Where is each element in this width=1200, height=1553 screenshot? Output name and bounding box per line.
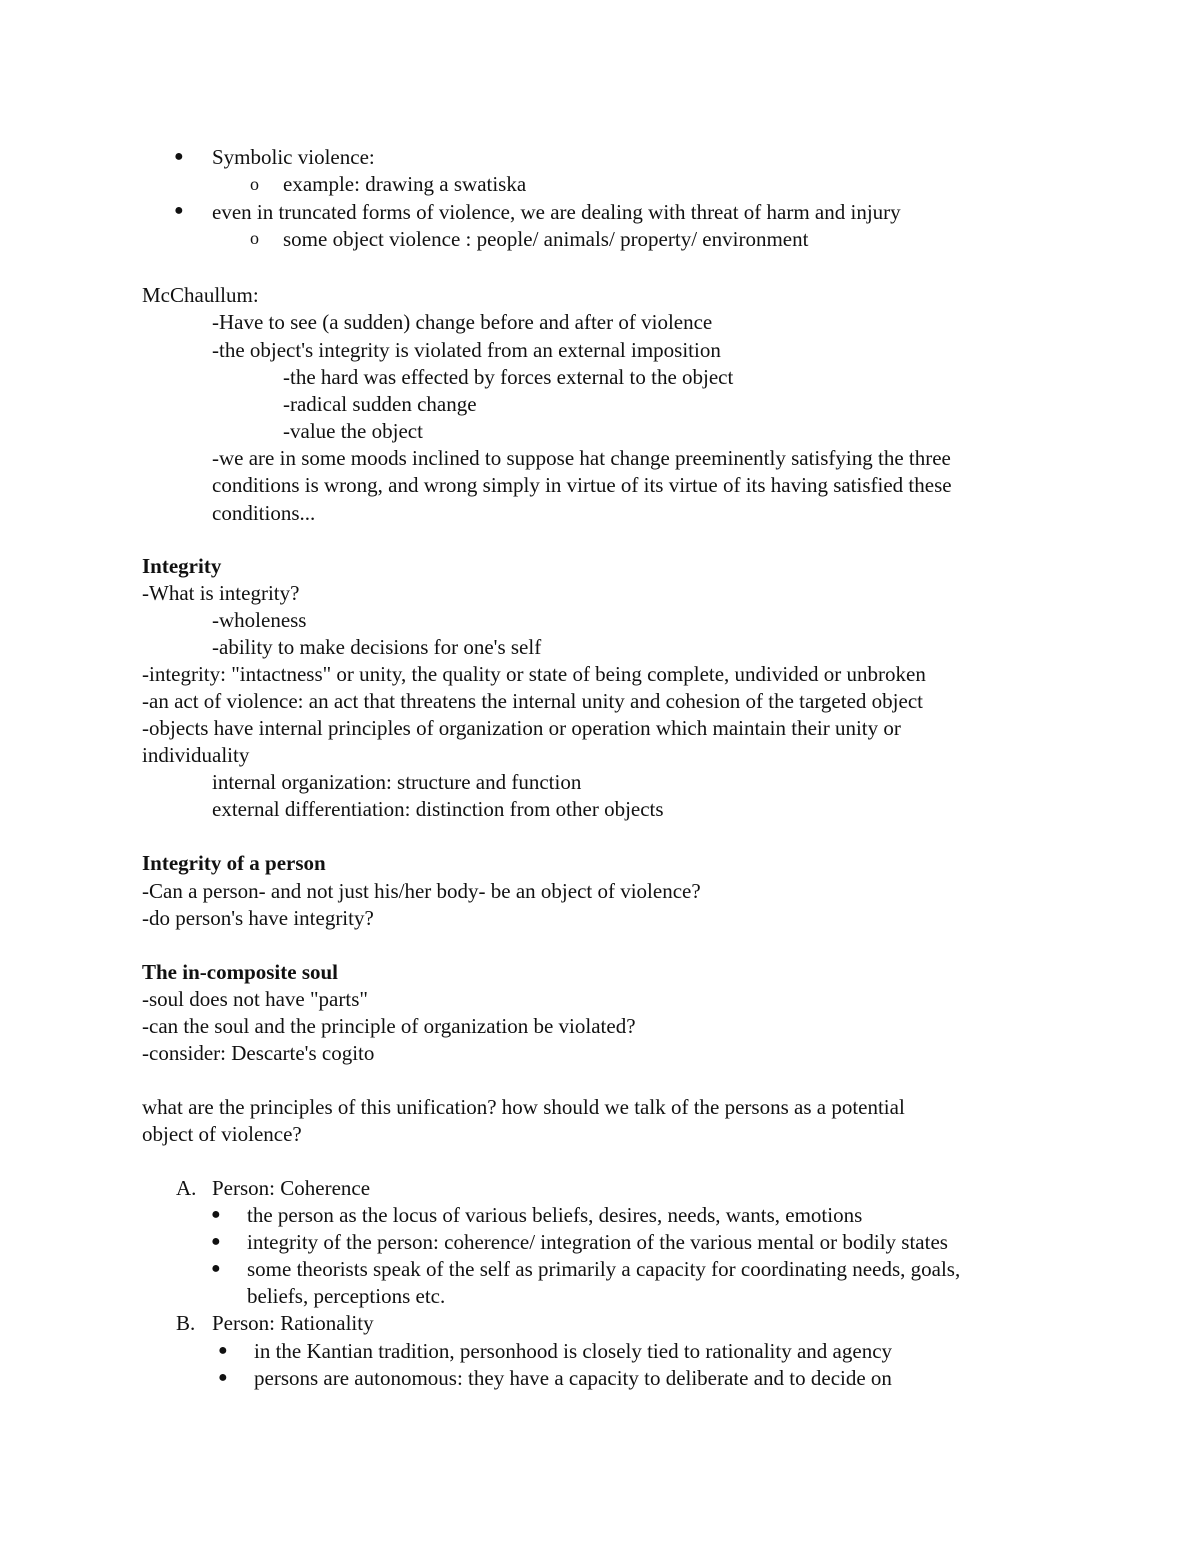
note-line: -the object's integrity is violated from an external imposition xyxy=(212,338,721,362)
paragraph-line: object of violence? xyxy=(142,1122,302,1146)
heading-integrity: Integrity xyxy=(142,554,222,578)
note-line: conditions... xyxy=(212,501,316,525)
note-line: -can the soul and the principle of organization be violated? xyxy=(142,1014,636,1038)
outline-item: persons are autonomous: they have a capacity to deliberate and to decide on xyxy=(254,1366,892,1390)
note-line: external differentiation: distinction from other objects xyxy=(212,797,664,821)
bullet-text: even in truncated forms of violence, we are dealing with threat of harm and injury xyxy=(212,200,901,224)
note-line: -value the object xyxy=(283,419,423,443)
note-line: -soul does not have "parts" xyxy=(142,987,368,1011)
note-line: individuality xyxy=(142,743,250,767)
note-line: -an act of violence: an act that threatens the internal unity and cohesion of the targeted object xyxy=(142,689,923,713)
sub-bullet-text: some object violence : people/ animals/ property/ environment xyxy=(283,227,809,251)
bullet-dot: ● xyxy=(218,1369,228,1386)
bullet-dot: ● xyxy=(211,1260,221,1277)
outline-title-a: Person: Coherence xyxy=(212,1176,371,1200)
note-line: -do person's have integrity? xyxy=(142,906,374,930)
paragraph-line: what are the principles of this unification? how should we talk of the persons as a potential xyxy=(142,1095,905,1119)
list-marker-b: B. xyxy=(176,1311,196,1335)
note-line: -the hard was effected by forces external to the object xyxy=(283,365,734,389)
sub-bullet-circle: o xyxy=(250,174,259,194)
bullet-dot: ● xyxy=(211,1206,221,1223)
note-line: -ability to make decisions for one's self xyxy=(212,635,542,659)
heading-soul: The in-composite soul xyxy=(142,960,339,984)
outline-item: integrity of the person: coherence/ integration of the various mental or bodily states xyxy=(247,1230,948,1254)
note-line: -objects have internal principles of organization or operation which maintain their unity or xyxy=(142,716,901,740)
sub-bullet-text: example: drawing a swatiska xyxy=(283,172,527,196)
note-line: -consider: Descarte's cogito xyxy=(142,1041,375,1065)
outline-title-b: Person: Rationality xyxy=(212,1311,374,1335)
bullet-dot: ● xyxy=(211,1233,221,1250)
note-line: -wholeness xyxy=(212,608,307,632)
outline-item: beliefs, perceptions etc. xyxy=(247,1284,446,1308)
bullet-dot: ● xyxy=(218,1342,228,1359)
heading-integrity-person: Integrity of a person xyxy=(142,851,326,875)
note-line: -integrity: "intactness" or unity, the quality or state of being complete, undivided or unbroken xyxy=(142,662,926,686)
bullet-dot: ● xyxy=(174,148,184,165)
note-line: -What is integrity? xyxy=(142,581,300,605)
note-line: -Can a person- and not just his/her body- be an object of violence? xyxy=(142,879,701,903)
sub-bullet-circle: o xyxy=(250,228,259,248)
note-line: internal organization: structure and function xyxy=(212,770,582,794)
list-marker-a: A. xyxy=(176,1176,197,1200)
note-line: conditions is wrong, and wrong simply in virtue of its virtue of its having satisfied these xyxy=(212,473,952,497)
outline-item: some theorists speak of the self as primarily a capacity for coordinating needs, goals, xyxy=(247,1257,961,1281)
outline-item: in the Kantian tradition, personhood is closely tied to rationality and agency xyxy=(254,1339,893,1363)
bullet-dot: ● xyxy=(174,202,184,219)
note-line: -Have to see (a sudden) change before and after of violence xyxy=(212,310,713,334)
section-label-mcchaullum: McChaullum: xyxy=(142,283,259,307)
outline-item: the person as the locus of various beliefs, desires, needs, wants, emotions xyxy=(247,1203,863,1227)
note-line: -we are in some moods inclined to suppose hat change preeminently satisfying the three xyxy=(212,446,951,470)
note-line: -radical sudden change xyxy=(283,392,477,416)
bullet-text: Symbolic violence: xyxy=(212,145,375,169)
